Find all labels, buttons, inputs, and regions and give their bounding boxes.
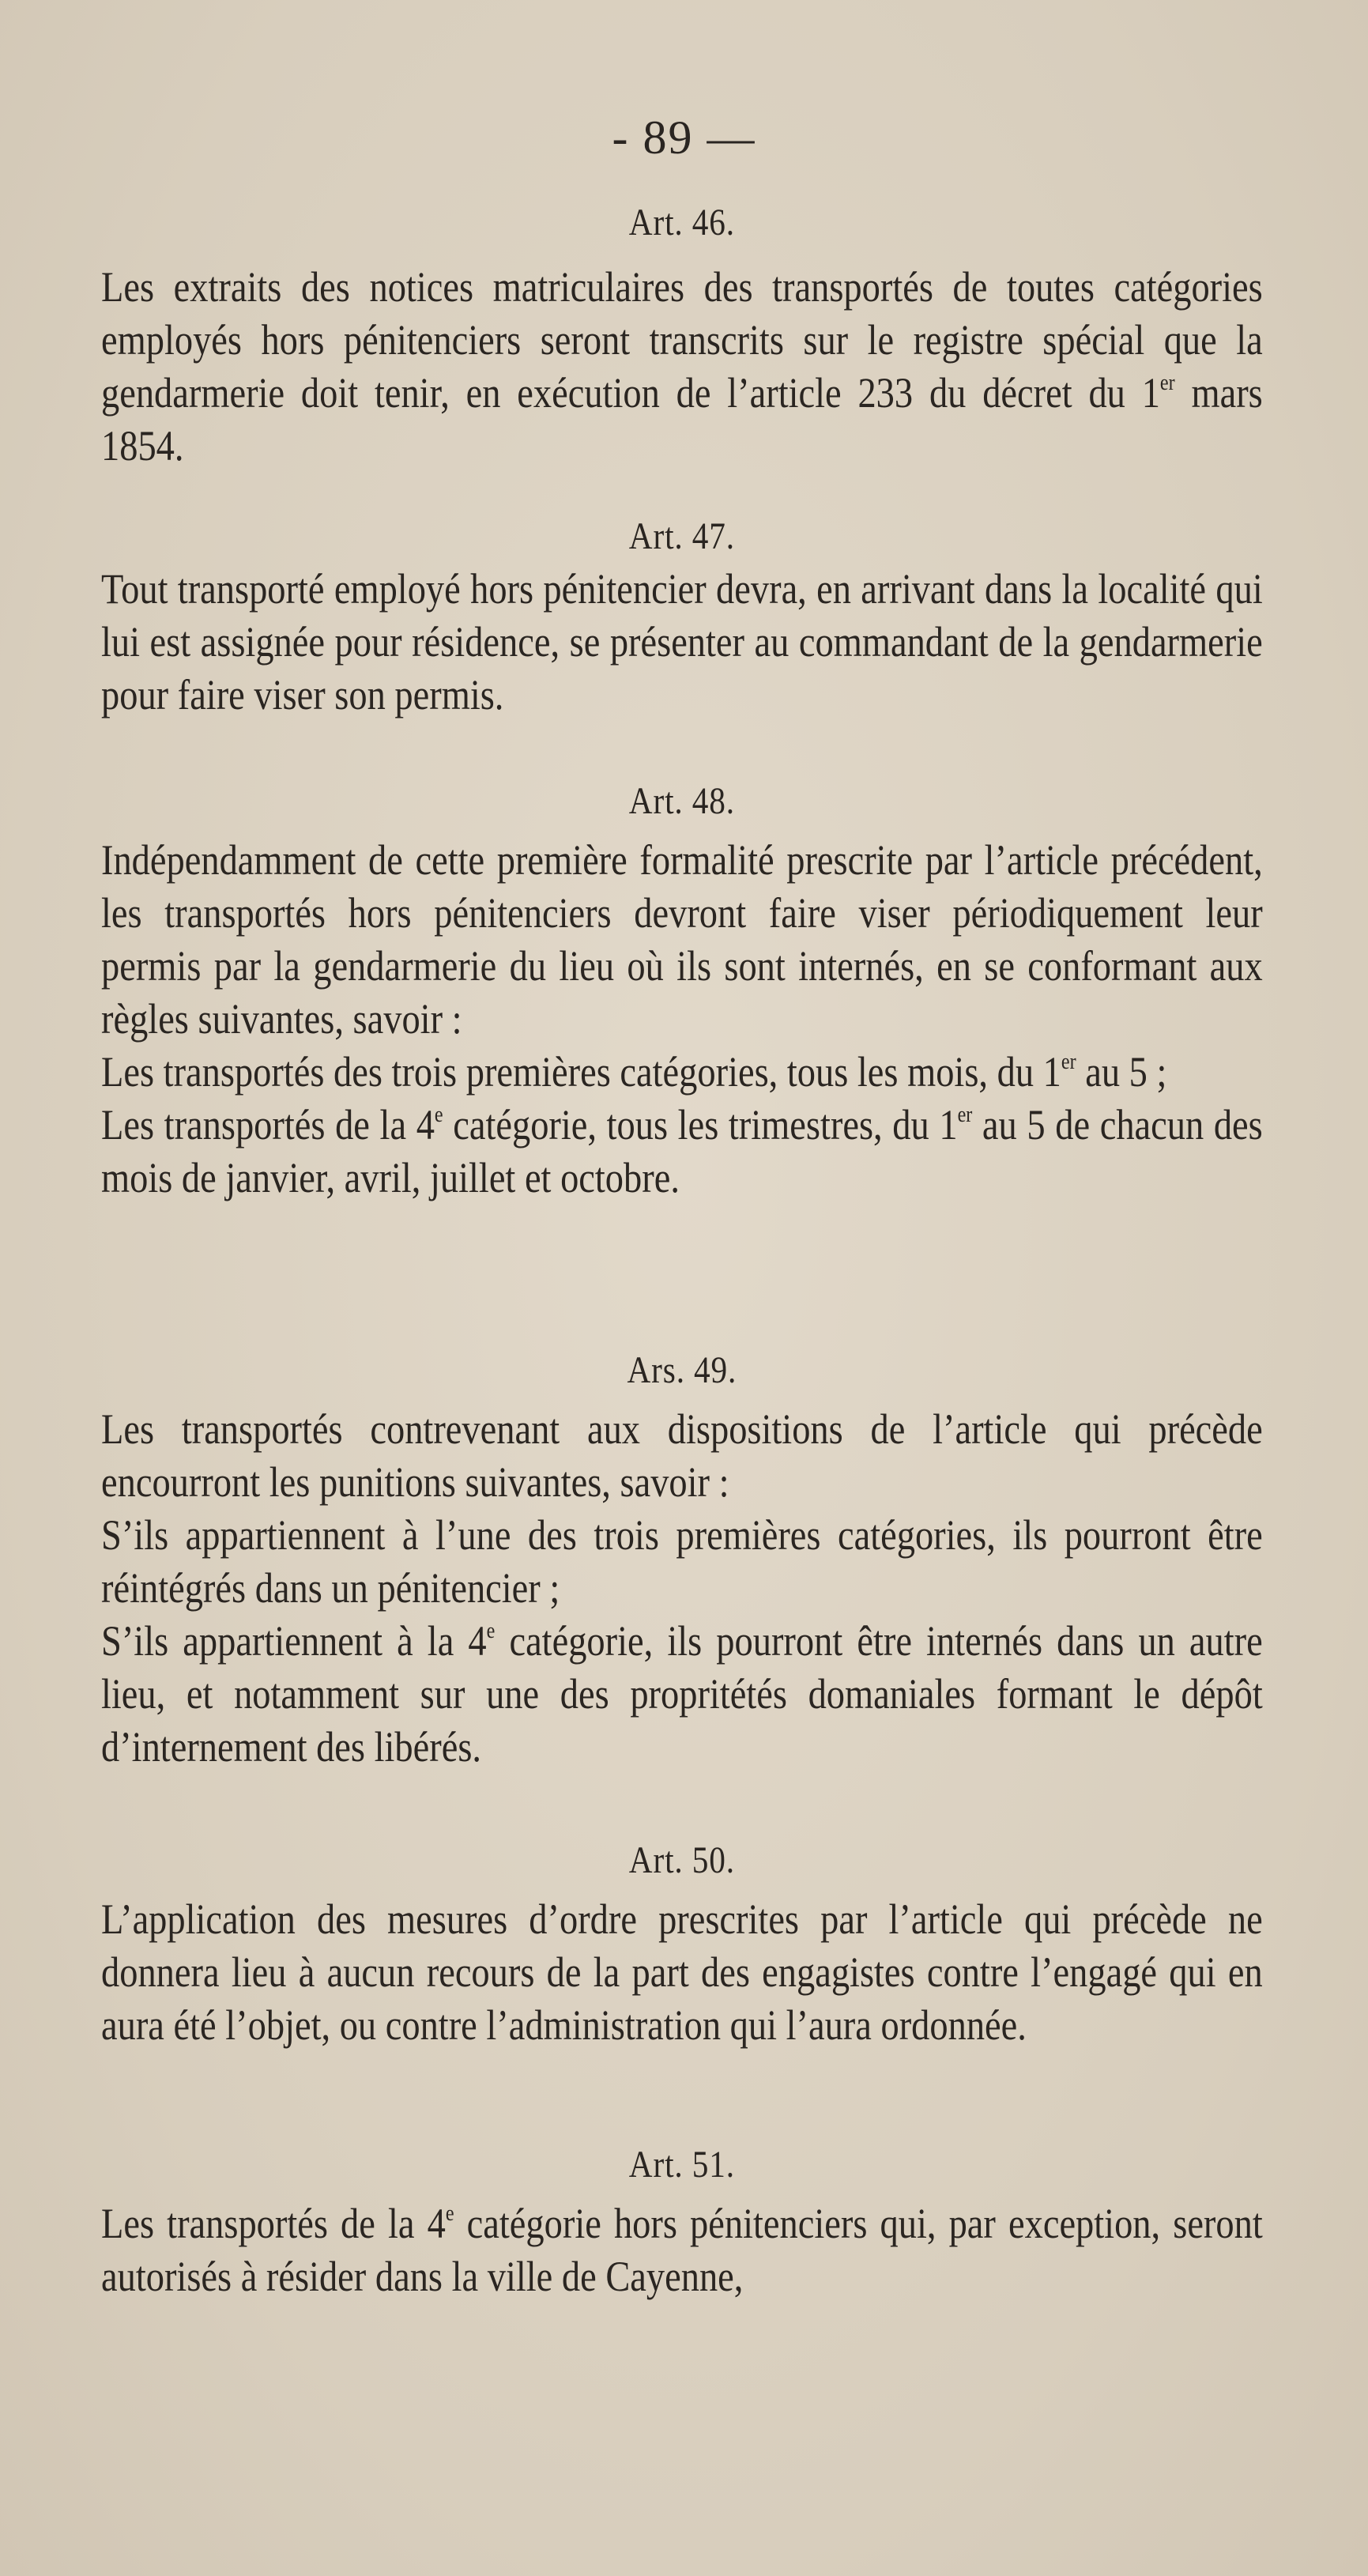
article-heading-51: Art. 51. <box>628 2144 735 2186</box>
ordinal-suffix: er <box>957 1103 973 1127</box>
ordinal-suffix: e <box>445 2201 454 2226</box>
article-heading-49: Ars. 49. <box>627 1349 737 1391</box>
ordinal-suffix: er <box>1159 371 1175 395</box>
article-heading-46: Art. 46. <box>628 202 735 243</box>
paragraph: S’ils appartiennent à la 4e catégorie, ils pourront être internés dans un autre lieu, et notamment sur une des propritétés domaniales formant le dépôt d’internement des libérés. <box>101 1617 1263 1771</box>
paragraph: Les extraits des notices matriculaires des transportés de toutes catégories employés hors pénitenciers seront transcrits sur le registre spécial que la gendarmerie doit tenir, en exécution de l’article 233 du décret du 1er mars 1854. <box>101 263 1263 470</box>
article-body-50 <box>101 1893 1263 2052</box>
paragraph: S’ils appartiennent à l’une des trois premières catégories, ils pourront être réintégrés dans un pénitencier ; <box>101 1511 1263 1612</box>
article-heading-48: Art. 48. <box>628 780 735 822</box>
paragraph: Tout transporté employé hors pénitencier devra, en arrivant dans la localité qui lui est assignée pour résidence, se présenter au commandant de la gendarmerie pour faire viser son permis. <box>101 565 1263 718</box>
article-body-47 <box>101 563 1263 722</box>
article-heading-50: Art. 50. <box>628 1839 735 1881</box>
ordinal-suffix: e <box>486 1619 496 1643</box>
ordinal-suffix: e <box>434 1103 443 1127</box>
article-body-48 <box>101 834 1263 1205</box>
paragraph: L’application des mesures d’ordre prescrites par l’article qui précède ne donnera lieu à aucun recours de la part des engagistes contre l’engagé qui en aura été l’objet, ou contre l’administration qui l’aura ordonnée. <box>101 1895 1263 2049</box>
paragraph: Les transportés de la 4e catégorie hors pénitenciers qui, par exception, seront autorisés à résider dans la ville de Cayenne, <box>101 2200 1263 2300</box>
paragraph: Les transportés des trois premières catégories, tous les mois, du 1er au 5 ; <box>101 1048 1167 1096</box>
paragraph: Les transportés contrevenant aux dispositions de l’article qui précède encourront les punitions suivantes, savoir : <box>101 1405 1263 1506</box>
article-body-51 <box>101 2197 1263 2303</box>
article-body-49 <box>101 1403 1263 1774</box>
article-body-46 <box>101 261 1263 473</box>
paragraph: Indépendamment de cette première formalité prescrite par l’article précédent, les transportés hors pénitenciers devront faire viser périodiquement leur permis par la gendarmerie du lieu où ils sont internés, en se conformant aux règles suivantes, savoir : <box>101 836 1263 1043</box>
ordinal-suffix: er <box>1061 1050 1076 1074</box>
paragraph: Les transportés de la 4e catégorie, tous les trimestres, du 1er au 5 de chacun des mois de janvier, avril, juillet et octobre. <box>101 1101 1263 1201</box>
page-number: - 89 — <box>612 111 756 164</box>
article-heading-47: Art. 47. <box>628 515 735 557</box>
